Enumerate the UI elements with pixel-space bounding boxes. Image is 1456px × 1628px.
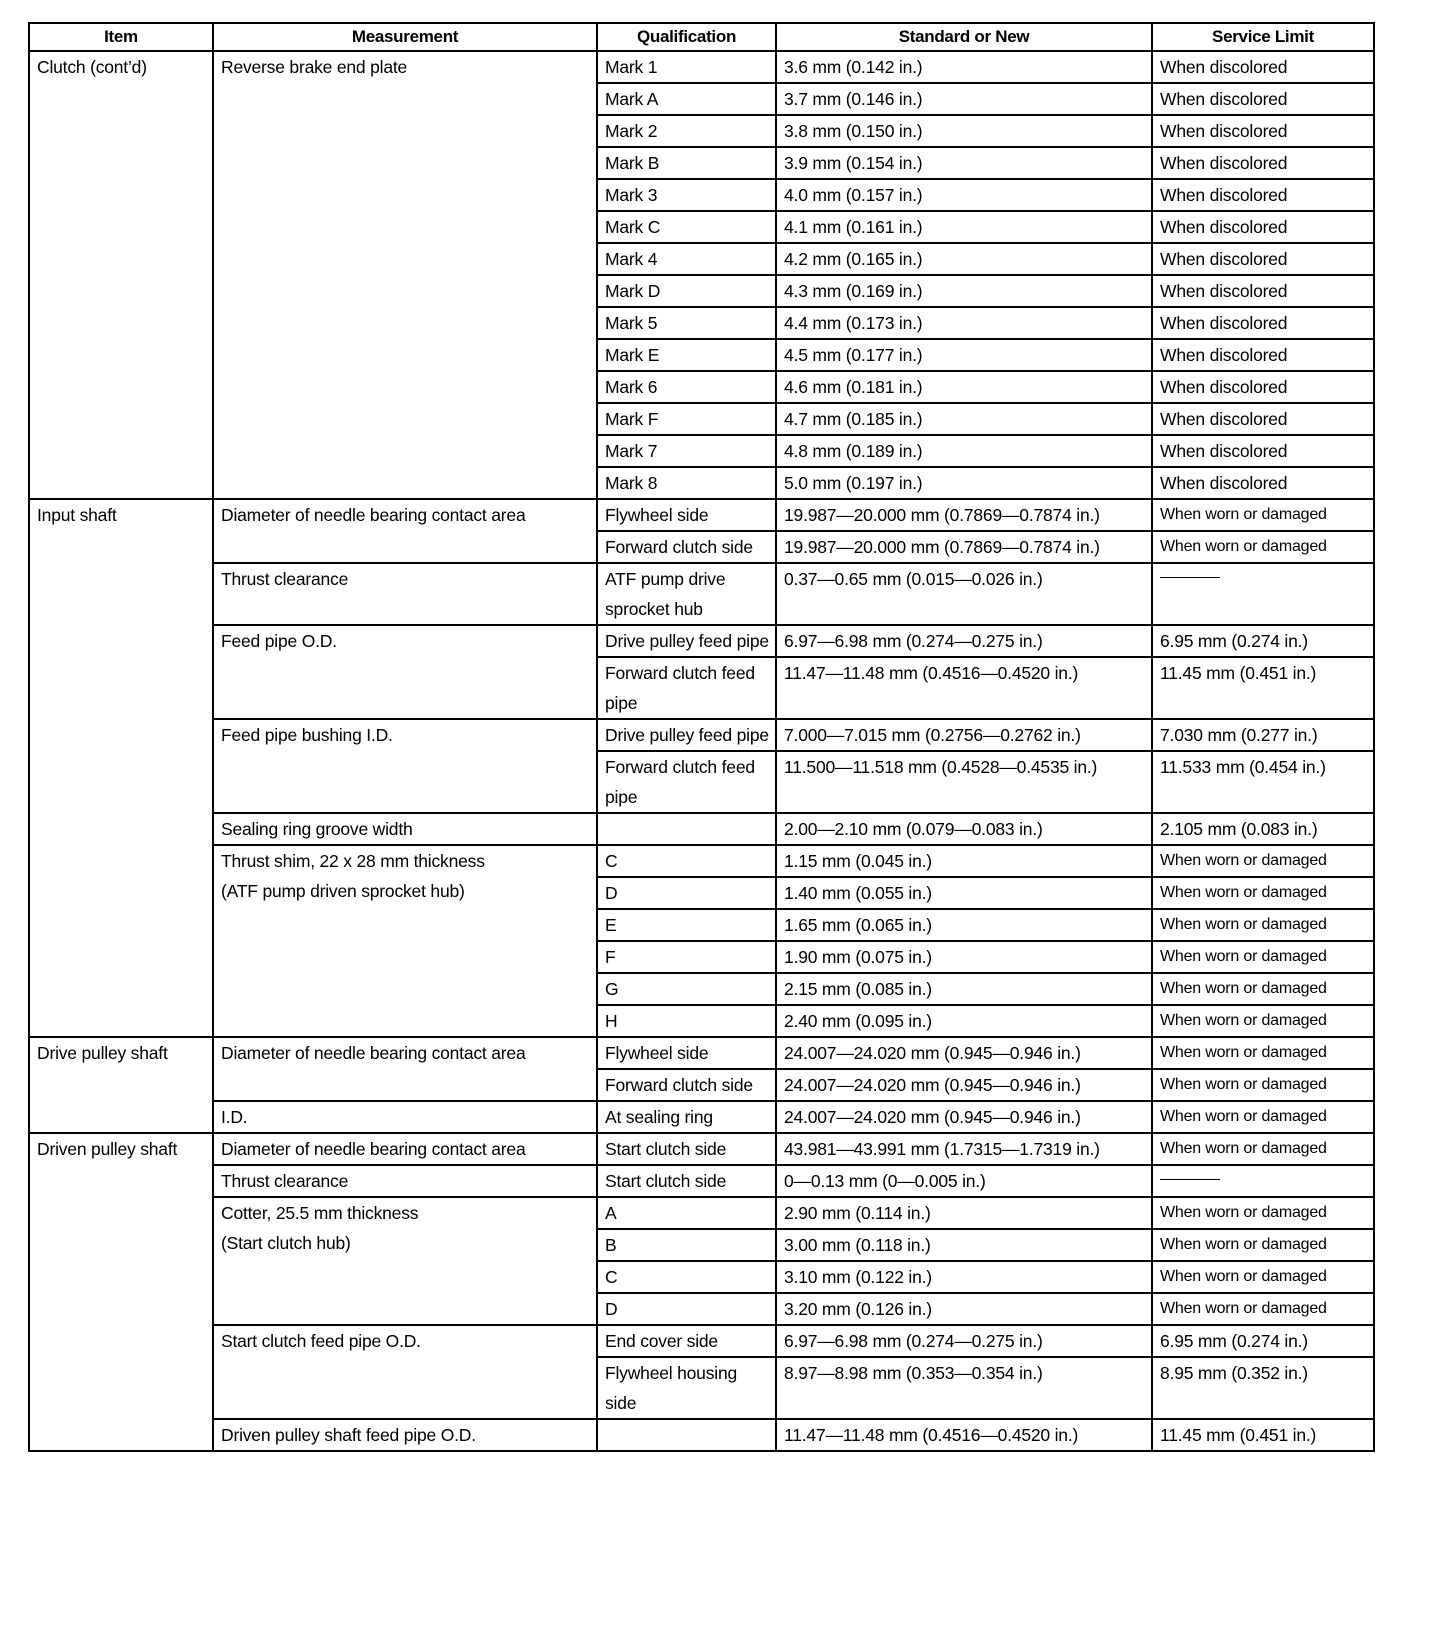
service-limit-cell: When worn or damaged (1152, 1293, 1374, 1325)
qualification-cell: D (597, 877, 776, 909)
standard-cell: 1.15 mm (0.045 in.) (776, 845, 1152, 877)
service-limit-cell: When discolored (1152, 243, 1374, 275)
measurement-cell (213, 845, 597, 1037)
measurement-cell: Reverse brake end plate (213, 51, 597, 499)
measurement-line: (ATF pump driven sprocket hub) (221, 881, 465, 901)
qualification-cell: A (597, 1197, 776, 1229)
service-limit-cell: When worn or damaged (1152, 1197, 1374, 1229)
service-limit-cell: 2.105 mm (0.083 in.) (1152, 813, 1374, 845)
measurement-line: Cotter, 25.5 mm thickness (221, 1203, 419, 1223)
qualification-cell: Forward clutch feed pipe (597, 751, 776, 813)
service-limit-cell: When discolored (1152, 371, 1374, 403)
measurement-cell: Feed pipe bushing I.D. (213, 719, 597, 813)
service-limit-cell: When worn or damaged (1152, 973, 1374, 1005)
qualification-cell: Forward clutch feed pipe (597, 657, 776, 719)
standard-cell: 6.97—6.98 mm (0.274—0.275 in.) (776, 1325, 1152, 1357)
table-row (29, 813, 1374, 845)
service-limit-cell: When discolored (1152, 435, 1374, 467)
table-row (29, 1419, 1374, 1451)
measurement-cell: Diameter of needle bearing contact area (213, 1133, 597, 1165)
qualification-cell: At sealing ring (597, 1101, 776, 1133)
service-limit-cell: When discolored (1152, 147, 1374, 179)
standard-cell: 3.7 mm (0.146 in.) (776, 83, 1152, 115)
standard-cell: 2.15 mm (0.085 in.) (776, 973, 1152, 1005)
standard-cell: 4.8 mm (0.189 in.) (776, 435, 1152, 467)
service-limit-cell: When worn or damaged (1152, 909, 1374, 941)
standard-cell: 4.5 mm (0.177 in.) (776, 339, 1152, 371)
table-header (29, 23, 1374, 51)
qualification-cell: ATF pump drive sprocket hub (597, 563, 776, 625)
table-row (29, 1165, 1374, 1197)
table-row (29, 1133, 1374, 1165)
qualification-cell: Start clutch side (597, 1165, 776, 1197)
qualification-cell: Drive pulley feed pipe (597, 625, 776, 657)
service-limit-cell: 6.95 mm (0.274 in.) (1152, 1325, 1374, 1357)
standard-cell: 4.6 mm (0.181 in.) (776, 371, 1152, 403)
service-limit-cell: When discolored (1152, 115, 1374, 147)
measurement-cell: Feed pipe O.D. (213, 625, 597, 719)
service-limit-cell: When discolored (1152, 83, 1374, 115)
header-item: Item (29, 23, 213, 51)
measurement-cell: Diameter of needle bearing contact area (213, 1037, 597, 1101)
standard-cell: 43.981—43.991 mm (1.7315—1.7319 in.) (776, 1133, 1152, 1165)
standard-cell: 3.6 mm (0.142 in.) (776, 51, 1152, 83)
qualification-cell: Forward clutch side (597, 1069, 776, 1101)
service-limit-cell: When discolored (1152, 51, 1374, 83)
qualification-cell: Forward clutch side (597, 531, 776, 563)
qualification-cell: G (597, 973, 776, 1005)
qualification-cell: Mark 4 (597, 243, 776, 275)
service-limit-cell: When discolored (1152, 179, 1374, 211)
qualification-cell: F (597, 941, 776, 973)
qualification-cell (597, 813, 776, 845)
standard-cell: 1.65 mm (0.065 in.) (776, 909, 1152, 941)
standard-cell: 24.007—24.020 mm (0.945—0.946 in.) (776, 1101, 1152, 1133)
service-limit-cell: 7.030 mm (0.277 in.) (1152, 719, 1374, 751)
table-row (29, 563, 1374, 625)
standard-cell: 3.10 mm (0.122 in.) (776, 1261, 1152, 1293)
qualification-cell: Mark 3 (597, 179, 776, 211)
header-standard: Standard or New (776, 23, 1152, 51)
service-limit-cell: When worn or damaged (1152, 941, 1374, 973)
service-limit-cell: When discolored (1152, 467, 1374, 499)
qualification-cell: Mark A (597, 83, 776, 115)
standard-cell: 24.007—24.020 mm (0.945—0.946 in.) (776, 1037, 1152, 1069)
qualification-cell: Mark E (597, 339, 776, 371)
standard-cell: 0.37—0.65 mm (0.015—0.026 in.) (776, 563, 1152, 625)
standard-cell: 1.90 mm (0.075 in.) (776, 941, 1152, 973)
service-limit-cell: When worn or damaged (1152, 1229, 1374, 1261)
standard-cell: 6.97—6.98 mm (0.274—0.275 in.) (776, 625, 1152, 657)
service-limit-cell: When worn or damaged (1152, 531, 1374, 563)
standard-cell: 3.00 mm (0.118 in.) (776, 1229, 1152, 1261)
measurement-cell: I.D. (213, 1101, 597, 1133)
qualification-cell: H (597, 1005, 776, 1037)
measurement-cell: Thrust clearance (213, 563, 597, 625)
qualification-cell: Mark 8 (597, 467, 776, 499)
qualification-cell: Mark 2 (597, 115, 776, 147)
table-body (29, 51, 1374, 1451)
qualification-cell: End cover side (597, 1325, 776, 1357)
measurement-cell: Sealing ring groove width (213, 813, 597, 845)
header-service-limit: Service Limit (1152, 23, 1374, 51)
measurement-line: Thrust shim, 22 x 28 mm thickness (221, 851, 485, 871)
item-cell: Driven pulley shaft (29, 1133, 213, 1451)
standard-cell: 11.47—11.48 mm (0.4516—0.4520 in.) (776, 657, 1152, 719)
qualification-cell: Flywheel side (597, 1037, 776, 1069)
standard-cell: 3.9 mm (0.154 in.) (776, 147, 1152, 179)
specification-table (28, 22, 1375, 1452)
standard-cell: 4.1 mm (0.161 in.) (776, 211, 1152, 243)
table-row (29, 719, 1374, 751)
measurement-cell (213, 1197, 597, 1325)
qualification-cell (597, 1419, 776, 1451)
service-limit-cell: When discolored (1152, 403, 1374, 435)
header-row (29, 23, 1374, 51)
qualification-cell: Mark F (597, 403, 776, 435)
service-limit-cell: When worn or damaged (1152, 499, 1374, 531)
table-row (29, 1037, 1374, 1069)
standard-cell: 4.7 mm (0.185 in.) (776, 403, 1152, 435)
table-row (29, 625, 1374, 657)
service-limit-cell: When worn or damaged (1152, 1101, 1374, 1133)
qualification-cell: Mark 5 (597, 307, 776, 339)
table-row (29, 1197, 1374, 1229)
qualification-cell: Mark 6 (597, 371, 776, 403)
qualification-cell: Start clutch side (597, 1133, 776, 1165)
qualification-cell: D (597, 1293, 776, 1325)
standard-cell: 7.000—7.015 mm (0.2756—0.2762 in.) (776, 719, 1152, 751)
qualification-cell: B (597, 1229, 776, 1261)
table-row (29, 51, 1374, 83)
service-limit-cell: When discolored (1152, 339, 1374, 371)
qualification-cell: C (597, 1261, 776, 1293)
service-limit-cell: 6.95 mm (0.274 in.) (1152, 625, 1374, 657)
service-limit-cell: When worn or damaged (1152, 845, 1374, 877)
service-limit-cell: When discolored (1152, 275, 1374, 307)
table-row (29, 499, 1374, 531)
standard-cell: 4.2 mm (0.165 in.) (776, 243, 1152, 275)
standard-cell: 5.0 mm (0.197 in.) (776, 467, 1152, 499)
standard-cell: 2.90 mm (0.114 in.) (776, 1197, 1152, 1229)
measurement-cell: Thrust clearance (213, 1165, 597, 1197)
service-limit-cell: When worn or damaged (1152, 1037, 1374, 1069)
service-limit-cell: When worn or damaged (1152, 877, 1374, 909)
standard-cell: 8.97—8.98 mm (0.353—0.354 in.) (776, 1357, 1152, 1419)
qualification-cell: Drive pulley feed pipe (597, 719, 776, 751)
qualification-cell: E (597, 909, 776, 941)
qualification-cell: Mark 1 (597, 51, 776, 83)
standard-cell: 4.0 mm (0.157 in.) (776, 179, 1152, 211)
service-limit-cell: When worn or damaged (1152, 1133, 1374, 1165)
measurement-cell: Driven pulley shaft feed pipe O.D. (213, 1419, 597, 1451)
standard-cell: 3.20 mm (0.126 in.) (776, 1293, 1152, 1325)
service-limit-cell: 11.45 mm (0.451 in.) (1152, 1419, 1374, 1451)
service-limit-cell (1152, 1165, 1374, 1197)
service-limit-cell (1152, 563, 1374, 625)
standard-cell: 19.987—20.000 mm (0.7869—0.7874 in.) (776, 499, 1152, 531)
item-cell: Drive pulley shaft (29, 1037, 213, 1133)
service-limit-cell: When discolored (1152, 211, 1374, 243)
standard-cell: 3.8 mm (0.150 in.) (776, 115, 1152, 147)
service-limit-cell: When worn or damaged (1152, 1069, 1374, 1101)
service-limit-cell: When worn or damaged (1152, 1261, 1374, 1293)
service-limit-cell: 8.95 mm (0.352 in.) (1152, 1357, 1374, 1419)
qualification-cell: Mark B (597, 147, 776, 179)
standard-cell: 24.007—24.020 mm (0.945—0.946 in.) (776, 1069, 1152, 1101)
table-row (29, 1101, 1374, 1133)
service-limit-cell: When discolored (1152, 307, 1374, 339)
table-row (29, 845, 1374, 877)
item-cell: Input shaft (29, 499, 213, 1037)
standard-cell: 2.40 mm (0.095 in.) (776, 1005, 1152, 1037)
standard-cell: 2.00—2.10 mm (0.079—0.083 in.) (776, 813, 1152, 845)
not-applicable-dash (1160, 577, 1220, 578)
qualification-cell: Flywheel side (597, 499, 776, 531)
standard-cell: 4.3 mm (0.169 in.) (776, 275, 1152, 307)
qualification-cell: Flywheel housing side (597, 1357, 776, 1419)
header-qualification: Qualification (597, 23, 776, 51)
service-limit-cell: 11.533 mm (0.454 in.) (1152, 751, 1374, 813)
standard-cell: 19.987—20.000 mm (0.7869—0.7874 in.) (776, 531, 1152, 563)
service-limit-cell: 11.45 mm (0.451 in.) (1152, 657, 1374, 719)
not-applicable-dash (1160, 1179, 1220, 1180)
qualification-cell: C (597, 845, 776, 877)
service-limit-cell: When worn or damaged (1152, 1005, 1374, 1037)
measurement-cell: Start clutch feed pipe O.D. (213, 1325, 597, 1419)
qualification-cell: Mark D (597, 275, 776, 307)
measurement-line: (Start clutch hub) (221, 1233, 351, 1253)
standard-cell: 0—0.13 mm (0—0.005 in.) (776, 1165, 1152, 1197)
table-row (29, 1325, 1374, 1357)
standard-cell: 1.40 mm (0.055 in.) (776, 877, 1152, 909)
standard-cell: 11.500—11.518 mm (0.4528—0.4535 in.) (776, 751, 1152, 813)
header-measurement: Measurement (213, 23, 597, 51)
qualification-cell: Mark 7 (597, 435, 776, 467)
standard-cell: 4.4 mm (0.173 in.) (776, 307, 1152, 339)
measurement-cell: Diameter of needle bearing contact area (213, 499, 597, 563)
standard-cell: 11.47—11.48 mm (0.4516—0.4520 in.) (776, 1419, 1152, 1451)
item-cell: Clutch (cont’d) (29, 51, 213, 499)
qualification-cell: Mark C (597, 211, 776, 243)
